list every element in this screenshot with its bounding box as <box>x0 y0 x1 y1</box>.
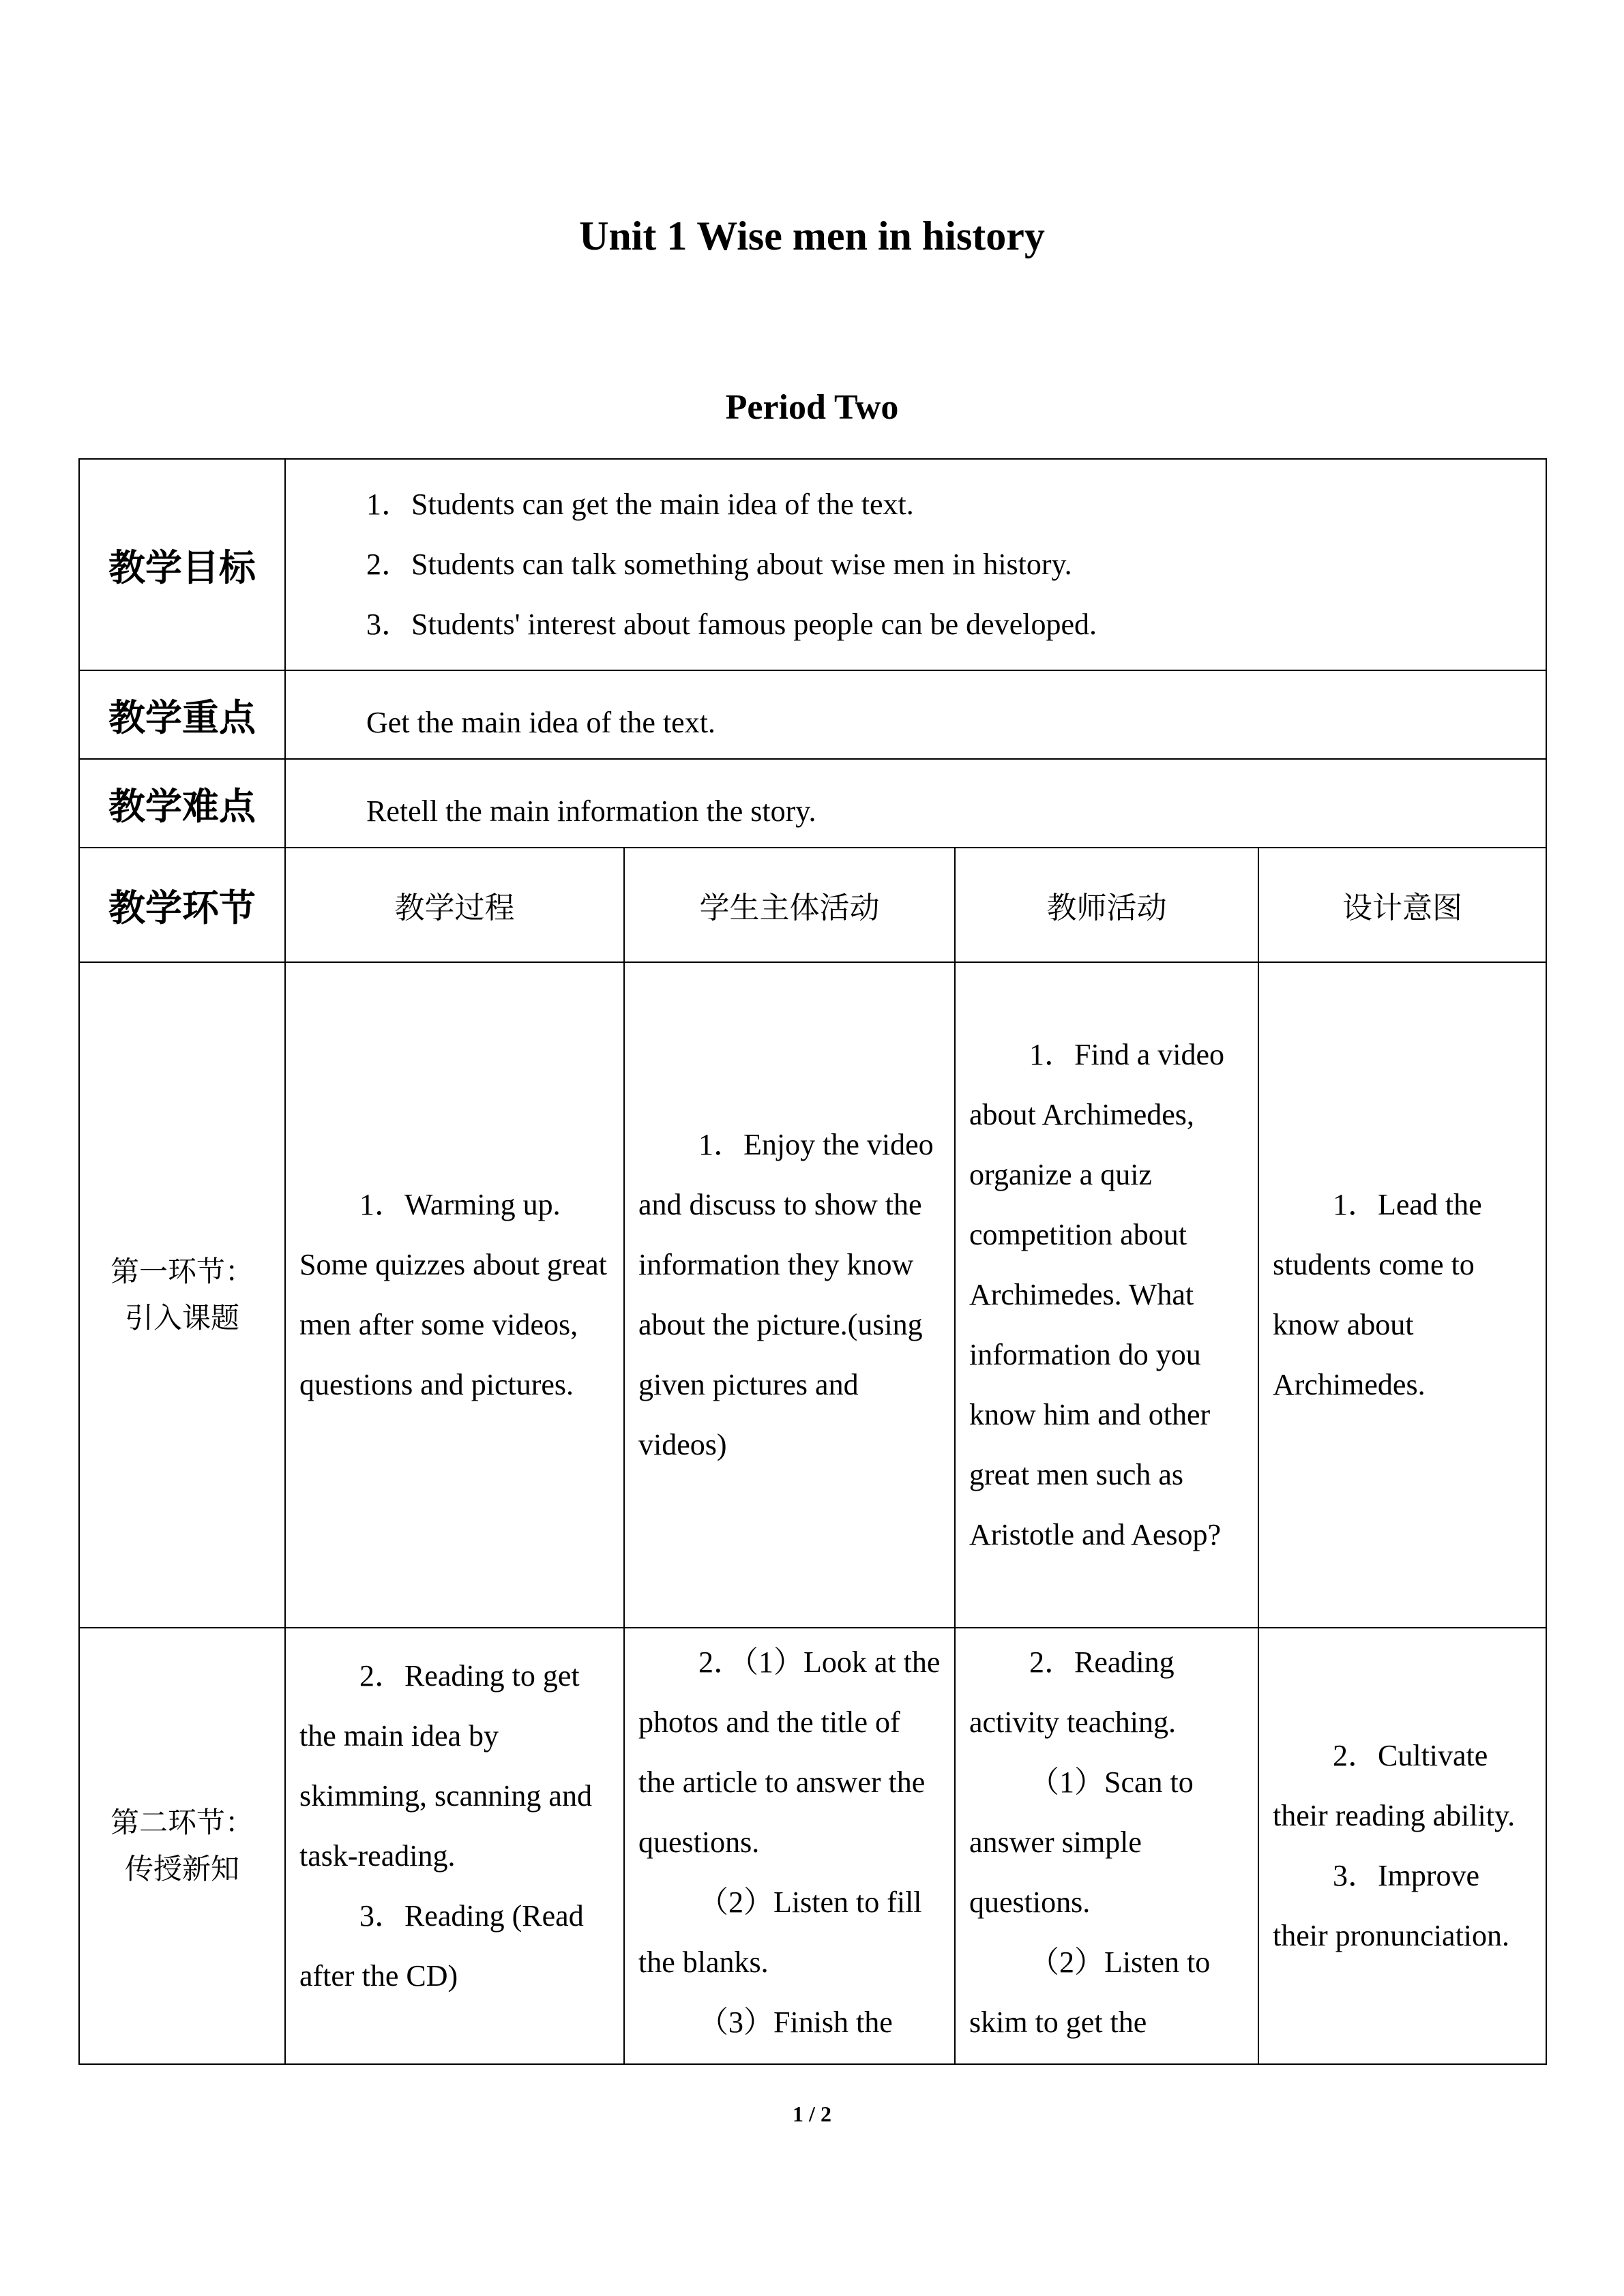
page-number: 1 / 2 <box>793 2102 831 2126</box>
objective-item: 1．Students can get the main idea of the text. <box>366 488 914 521</box>
process-text: 2．Reading to get the main idea by skimming, scanning and task-reading. <box>299 1659 592 1873</box>
objective-item: 2．Students can talk something about wise men in history. <box>366 548 1072 581</box>
objectives-label: 教学目标 <box>79 459 285 670</box>
teacher-activity-text: 2．Reading activity teaching. <box>969 1645 1176 1739</box>
period-subtitle: Period Two <box>725 388 899 427</box>
process-text: 1．Warming up. Some quizzes about great men after some videos, questions and pictures. <box>299 1188 607 1401</box>
stage-name <box>79 1628 285 2064</box>
lesson-plan-table <box>78 458 1547 2065</box>
teacher-activity-text: 1．Find a video about Archimedes, organize a quiz competition about Archimedes. What information do you know him and other great men such as Aristotle and Aesop? <box>969 1038 1224 1551</box>
student-activity-text: 2．（1）Look at the photos and the title of the article to answer the questions. <box>638 1645 941 1859</box>
document-title: Unit 1 Wise men in history <box>579 213 1045 258</box>
stage-header-label: 教学环节 <box>79 848 285 962</box>
objectives-row <box>79 459 1546 670</box>
header-row <box>79 848 1546 962</box>
column-header-process: 教学过程 <box>285 848 624 962</box>
stage-name-line: 第二环节： <box>110 1806 254 1839</box>
stage-name-line: 传授新知 <box>124 1852 239 1885</box>
design-purpose-text: 1．Lead the students come to know about Archimedes. <box>1273 1188 1482 1401</box>
design-purpose-cell <box>1258 1628 1546 2064</box>
difficulties-text: Retell the main information the story. <box>285 759 1546 848</box>
student-activity-text: 1．Enjoy the video and discuss to show the information they know about the picture.(using given pictures and videos) <box>638 1128 934 1461</box>
design-purpose-text: 2．Cultivate their reading ability. <box>1273 1739 1516 1832</box>
stage-name-line: 引入课题 <box>124 1301 239 1335</box>
column-header-teacher: 教师活动 <box>955 848 1258 962</box>
objective-item: 3．Students' interest about famous people can be developed. <box>366 608 1097 641</box>
difficulties-row <box>79 759 1546 848</box>
teacher-activity-cell <box>955 962 1258 1628</box>
stage-name <box>79 962 285 1628</box>
student-activity-text: （2）Listen to fill the blanks. <box>638 1885 922 1979</box>
student-activity-cell <box>624 962 955 1628</box>
stage-row-1 <box>79 962 1546 1628</box>
stage-name-line: 第一环节： <box>110 1255 254 1288</box>
design-purpose-cell <box>1258 962 1546 1628</box>
column-header-purpose: 设计意图 <box>1258 848 1546 962</box>
process-text: 3．Reading (Read after the CD) <box>299 1899 584 1993</box>
difficulties-label: 教学难点 <box>79 759 285 848</box>
objectives-list <box>285 459 1546 670</box>
process-cell <box>285 1628 624 2064</box>
student-activity-text: （3）Finish the <box>698 2006 893 2039</box>
student-activity-cell <box>624 1628 955 2064</box>
teacher-activity-text: （1）Scan to answer simple questions. <box>969 1765 1194 1919</box>
key-points-label: 教学重点 <box>79 670 285 759</box>
design-purpose-text: 3．Improve their pronunciation. <box>1273 1859 1510 1952</box>
teacher-activity-text: （2）Listen to skim to get the <box>969 1945 1211 2039</box>
teacher-activity-cell <box>955 1628 1258 2064</box>
process-cell <box>285 962 624 1628</box>
key-points-text: Get the main idea of the text. <box>285 670 1546 759</box>
column-header-student: 学生主体活动 <box>624 848 955 962</box>
stage-row-2 <box>79 1628 1546 2064</box>
key-points-row <box>79 670 1546 759</box>
